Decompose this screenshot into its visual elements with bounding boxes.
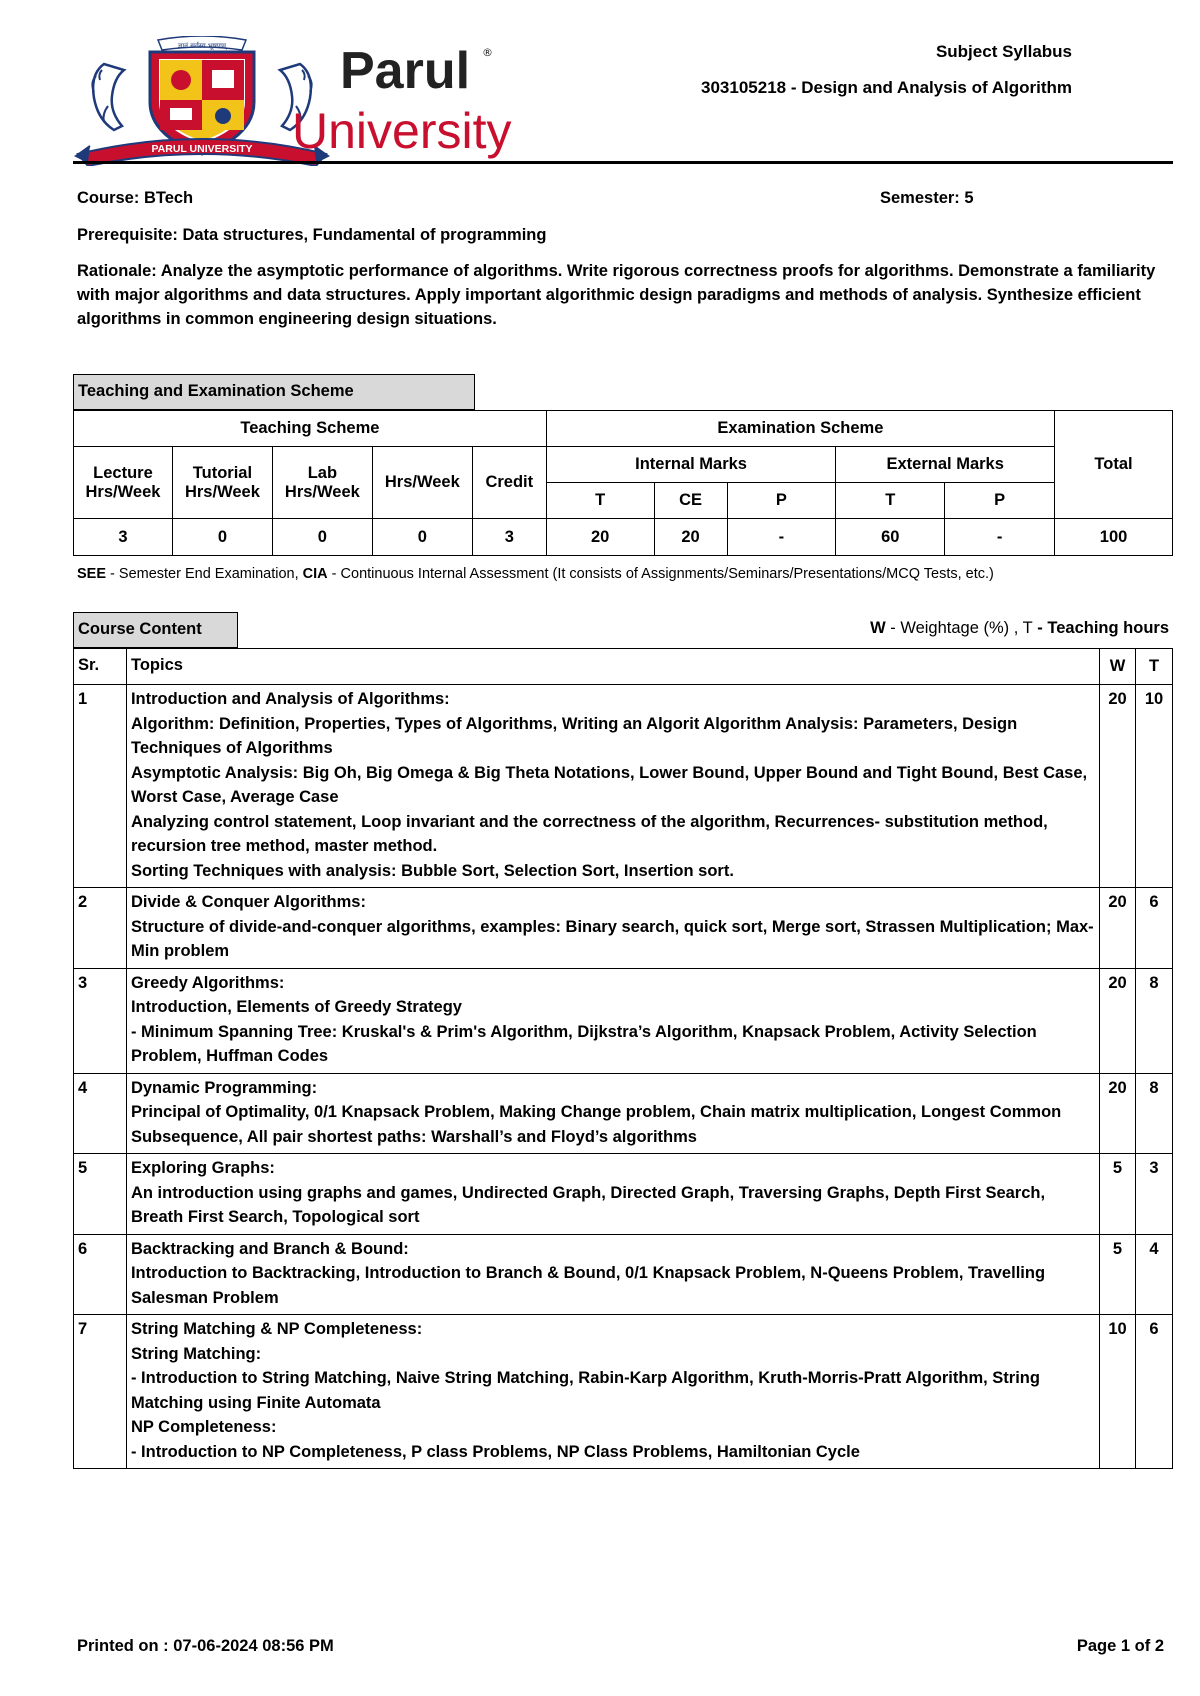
row-w: 20 bbox=[1100, 968, 1136, 1073]
row-sr: 7 bbox=[74, 1315, 127, 1469]
row-t: 3 bbox=[1136, 1154, 1173, 1235]
topic-title: String Matching & NP Completeness: bbox=[130, 1320, 423, 1338]
topic-title: Greedy Algorithms: bbox=[130, 973, 285, 992]
external-marks-header: External Marks bbox=[836, 447, 1055, 483]
row-w: 20 bbox=[1100, 1073, 1136, 1154]
row-topics bbox=[126, 968, 1099, 1073]
crest-banner-text: PARUL UNIVERSITY bbox=[151, 143, 253, 155]
prerequisite-value: Data structures, Fundamental of programming bbox=[182, 226, 547, 244]
row-topics bbox=[126, 1073, 1099, 1154]
rationale-paragraph bbox=[77, 259, 1157, 331]
topic-line: Sorting Techniques with analysis: Bubble Sort, Selection Sort, Insertion sort. bbox=[130, 861, 734, 880]
see-note bbox=[77, 566, 994, 582]
course-label: Course: bbox=[77, 189, 140, 207]
scheme-section-title: Teaching and Examination Scheme bbox=[73, 374, 475, 410]
printed-on bbox=[77, 1637, 334, 1656]
row-t: 6 bbox=[1136, 888, 1173, 969]
row-w: 20 bbox=[1100, 888, 1136, 969]
internal-t-header: T bbox=[546, 483, 654, 519]
semester-label: Semester: bbox=[880, 189, 960, 207]
internal-ce-value: 20 bbox=[654, 519, 727, 556]
row-w: 20 bbox=[1100, 685, 1136, 888]
col-sr-header: Sr. bbox=[74, 649, 127, 685]
row-sr: 5 bbox=[74, 1154, 127, 1235]
doc-type: Subject Syllabus bbox=[935, 42, 1072, 61]
cia-abbr: CIA bbox=[302, 566, 328, 582]
topic-line: Asymptotic Analysis: Big Oh, Big Omega & Big Theta Notations, Lower Bound, Upper Bound and Tight Bound, Best Case, Worst Case, Average Case bbox=[130, 763, 1088, 806]
semester-value: 5 bbox=[964, 189, 974, 207]
topic-title: Backtracking and Branch & Bound: bbox=[130, 1239, 409, 1258]
row-topics bbox=[126, 685, 1099, 888]
topic-line: Principal of Optimality, 0/1 Knapsack Problem, Making Change problem, Chain matrix multiplication, Longest Common Subsequence, All pair shortest paths: Warshall’s and Floyd’s algorithms bbox=[130, 1103, 1062, 1146]
total-header: Total bbox=[1055, 411, 1173, 519]
topic-line: Introduction, Elements of Greedy Strategy bbox=[130, 998, 462, 1016]
col-t-header: T bbox=[1136, 649, 1173, 685]
table-row bbox=[74, 968, 1173, 1073]
semester-line bbox=[880, 186, 974, 210]
internal-ce-header: CE bbox=[654, 483, 727, 519]
tutorial-value: 0 bbox=[172, 519, 272, 556]
table-row bbox=[74, 1154, 1173, 1235]
row-topics bbox=[126, 888, 1099, 969]
content-table bbox=[73, 648, 1173, 1469]
hrs-week-value: 0 bbox=[372, 519, 472, 556]
university-logo bbox=[72, 36, 562, 166]
internal-p-value: - bbox=[727, 519, 836, 556]
topic-title: Exploring Graphs: bbox=[130, 1159, 275, 1177]
row-sr: 4 bbox=[74, 1073, 127, 1154]
page-number: Page 1 of 2 bbox=[1076, 1637, 1164, 1655]
row-w: 5 bbox=[1100, 1154, 1136, 1235]
content-section-title: Course Content bbox=[73, 612, 238, 648]
row-topics bbox=[126, 1234, 1099, 1315]
course-line bbox=[77, 186, 193, 210]
row-topics bbox=[126, 1154, 1099, 1235]
printed-value: 07-06-2024 08:56 PM bbox=[173, 1637, 334, 1655]
topic-line: Structure of divide-and-conquer algorithms, examples: Binary search, quick sort, Merge sort, Strassen Multiplication; Max-Min problem bbox=[130, 917, 1094, 960]
credit-value: 3 bbox=[472, 519, 546, 556]
lecture-value: 3 bbox=[74, 519, 173, 556]
table-row bbox=[74, 685, 1173, 888]
crest-icon bbox=[72, 36, 562, 166]
external-p-value: - bbox=[945, 519, 1055, 556]
external-t-value: 60 bbox=[836, 519, 945, 556]
lab-header: Lab Hrs/Week bbox=[272, 447, 372, 519]
row-t: 8 bbox=[1136, 1073, 1173, 1154]
cia-text: - Continuous Internal Assessment (It consists of Assignments/Seminars/Presentations/MCQ Tests, etc.) bbox=[327, 566, 994, 582]
see-text: - Semester End Examination, bbox=[106, 566, 303, 582]
internal-marks-header: Internal Marks bbox=[546, 447, 836, 483]
row-w: 5 bbox=[1100, 1234, 1136, 1315]
row-sr: 1 bbox=[74, 685, 127, 888]
logo-university: University bbox=[292, 103, 512, 159]
col-w-header: W bbox=[1100, 649, 1136, 685]
row-t: 6 bbox=[1136, 1315, 1173, 1469]
header-divider bbox=[73, 161, 1173, 164]
topic-line: NP Completeness: bbox=[130, 1418, 277, 1436]
table-row bbox=[74, 1315, 1173, 1469]
legend-t-text: - Teaching hours bbox=[1032, 619, 1169, 637]
course-value: BTech bbox=[143, 189, 194, 207]
row-w: 10 bbox=[1100, 1315, 1136, 1469]
topic-title: Introduction and Analysis of Algorithms: bbox=[130, 690, 450, 708]
topic-line: Algorithm: Definition, Properties, Types of Algorithms, Writing an Algorit Algorithm Analysis: Parameters, Design Techniques of Algorithms bbox=[130, 714, 1018, 757]
external-t-header: T bbox=[836, 483, 945, 519]
credit-header: Credit bbox=[472, 447, 546, 519]
rationale-label: Rationale: bbox=[77, 262, 157, 280]
teaching-scheme-header: Teaching Scheme bbox=[74, 411, 547, 447]
row-t: 10 bbox=[1136, 685, 1173, 888]
svg-text:ज्ञानं सर्वस्य भूषणम्: ज्ञानं सर्वस्य भूषणम् bbox=[177, 42, 227, 50]
svg-text:®: ® bbox=[482, 46, 493, 59]
row-t: 4 bbox=[1136, 1234, 1173, 1315]
rationale-value: Analyze the asymptotic performance of algorithms. Write rigorous correctness proofs for algorithms. Demonstrate a familiarity with major algorithms and data structures. Apply important algorithmic design paradigms and methods of analysis. Synthesize efficient algorithms in common engineering design situations. bbox=[77, 262, 1156, 328]
row-sr: 6 bbox=[74, 1234, 127, 1315]
row-sr: 3 bbox=[74, 968, 127, 1073]
legend-t: T bbox=[1022, 619, 1033, 637]
topic-line: Analyzing control statement, Loop invariant and the correctness of the algorithm, Recurrences- substitution method, recursion tree method, master method. bbox=[130, 812, 1048, 855]
legend-w-text: - Weightage (%) , bbox=[885, 619, 1023, 637]
prerequisite-label: Prerequisite: bbox=[77, 226, 178, 244]
lecture-header: Lecture Hrs/Week bbox=[74, 447, 173, 519]
topic-title: Dynamic Programming: bbox=[130, 1078, 318, 1097]
hrs-week-header: Hrs/Week bbox=[372, 447, 472, 519]
topic-line: String Matching: bbox=[130, 1344, 262, 1363]
topic-line: - Minimum Spanning Tree: Kruskal's & Prim's Algorithm, Dijkstra’s Algorithm, Knapsack Problem, Activity Selection Problem, Huffman Codes bbox=[130, 1022, 1037, 1065]
topic-line: - Introduction to NP Completeness, P class Problems, NP Class Problems, Hamiltonian Cycle bbox=[130, 1442, 860, 1461]
scheme-table bbox=[73, 410, 1173, 556]
content-legend bbox=[870, 619, 1169, 638]
topic-line: - Introduction to String Matching, Naive String Matching, Rabin-Karp Algorithm, Kruth-Morris-Pratt Algorithm, String Matching using Finite Automata bbox=[130, 1369, 1040, 1412]
content-rows bbox=[74, 685, 1173, 1469]
table-row bbox=[74, 888, 1173, 969]
printed-label: Printed on : bbox=[77, 1637, 174, 1655]
internal-p-header: P bbox=[727, 483, 836, 519]
external-p-header: P bbox=[945, 483, 1055, 519]
table-row bbox=[74, 1073, 1173, 1154]
row-sr: 2 bbox=[74, 888, 127, 969]
internal-t-value: 20 bbox=[546, 519, 654, 556]
lab-value: 0 bbox=[272, 519, 372, 556]
subject-code-title: 303105218 - Design and Analysis of Algorithm bbox=[701, 78, 1072, 97]
see-abbr: SEE bbox=[77, 566, 107, 582]
prerequisite-line bbox=[77, 223, 546, 247]
logo-parul: Parul bbox=[340, 42, 471, 100]
table-row bbox=[74, 1234, 1173, 1315]
row-t: 8 bbox=[1136, 968, 1173, 1073]
col-topics-header: Topics bbox=[126, 649, 1099, 685]
total-value: 100 bbox=[1055, 519, 1173, 556]
topic-title: Divide & Conquer Algorithms: bbox=[130, 893, 366, 911]
topic-line: An introduction using graphs and games, Undirected Graph, Directed Graph, Traversing Graphs, Depth First Search, Breath First Search, Topological sort bbox=[130, 1183, 1046, 1226]
row-topics bbox=[126, 1315, 1099, 1469]
tutorial-header: Tutorial Hrs/Week bbox=[172, 447, 272, 519]
topic-line: Introduction to Backtracking, Introduction to Branch & Bound, 0/1 Knapsack Problem, N-Queens Problem, Travelling Salesman Problem bbox=[130, 1264, 1046, 1307]
examination-scheme-header: Examination Scheme bbox=[546, 411, 1054, 447]
legend-w: W bbox=[870, 619, 886, 637]
